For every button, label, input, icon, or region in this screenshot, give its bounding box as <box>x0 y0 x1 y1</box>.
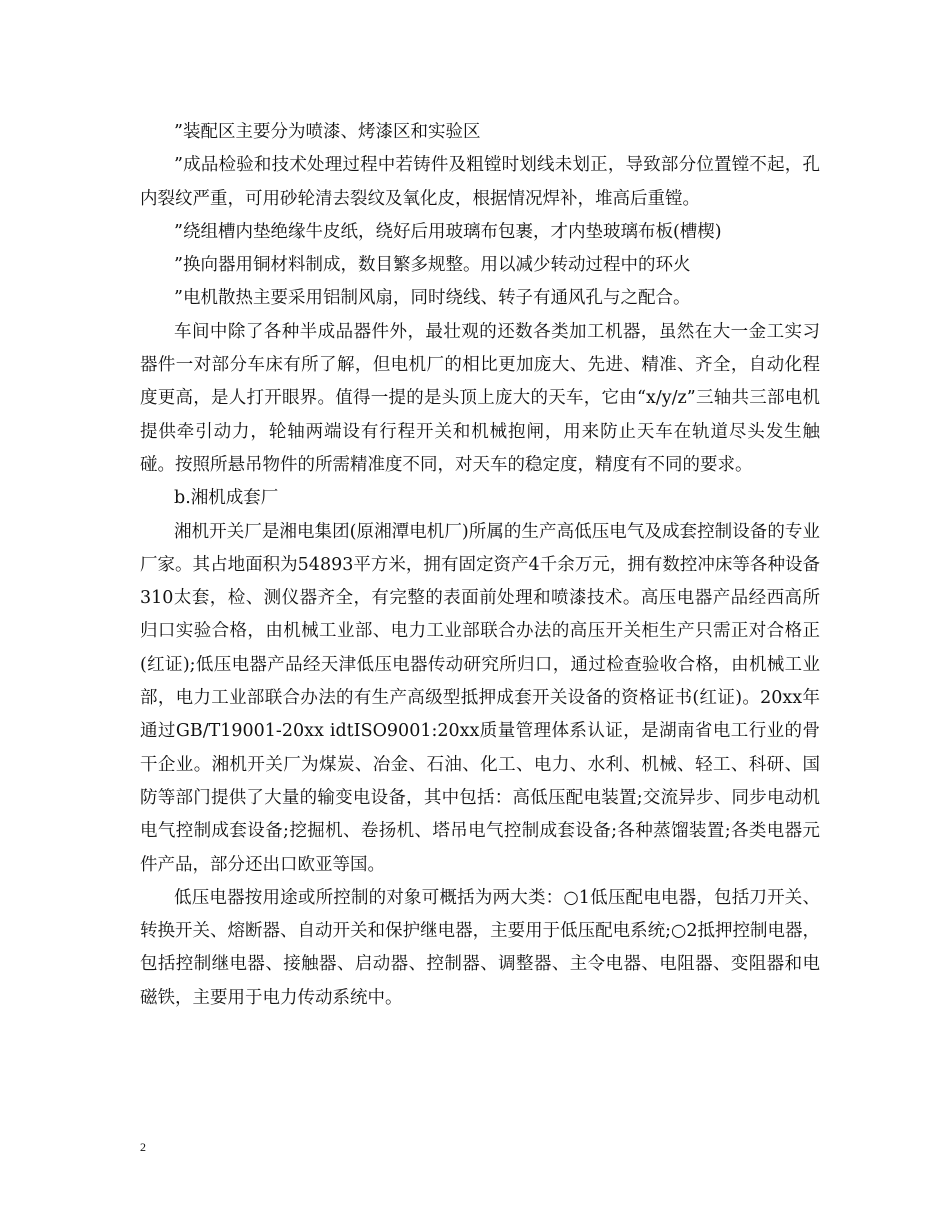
section-heading: b.湘机成套厂 <box>174 488 279 509</box>
paragraph-inspection: ”成品检验和技术处理过程中若铸件及粗镗时划线未划正，导致部分位置镗不起，孔内裂纹严重，可用砂轮清去裂纹及氧化皮，根据情况焊补，堆高后重镗。 <box>140 155 820 209</box>
paragraph-motor-cooling: ”电机散热主要采用铝制风扇，同时绕线、转子有通风孔与之配合。 <box>174 288 691 309</box>
paragraph-switch-factory: 湘机开关厂是湘电集团(原湘潭电机厂)所属的生产高低压电气及成套控制设备的专业厂家。其占地面积为54893平方米，拥有固定资产4千余万元，拥有数控冲床等各种设备310太套，检、测仪器齐全，有完整的表面前处理和喷漆技术。高压电器产品经西高所归口实验合格，由机械工业部、电力工业部联合办法的高压开关柜生产只需正对合格正(红证);低压电器产品经天津低压电器传动研究所归口，通过检查验收合格，由机械工业部，电力工业部联合办法的有生产高级型抵押成套开关设备的资格证书(红证)。20xx年通过GB/T19001-20xx idtISO9001:20xx质量管理体系认证，是湖南省电工行业的骨干企业。湘机开关厂为煤炭、冶金、石油、化工、电力、水利、机械、轻工、科研、国防等部门提供了大量的输变电设备，其中包括：高低压配电装置;交流异步、同步电动机电气控制成套设备;挖掘机、卷扬机、塔吊电气控制成套设备;各种蒸馏装置;各类电器元件产品，部分还出口欧亚等国。 <box>140 521 820 875</box>
paragraph-winding-slot: ”绕组槽内垫绝缘牛皮纸，绕好后用玻璃布包裹，才内垫玻璃布板(槽楔) <box>174 221 722 242</box>
paragraph-low-voltage-categories: 低压电器按用途或所控制的对象可概括为两大类：○1低压配电电器，包括刀开关、转换开关、熔断器、自动开关和保护继电器，主要用于低压配电系统;○2抵押控制电器，包括控制继电器、接触器、启动器、控制器、调整器、主令电器、电阻器、变阻器和电磁铁，主要用于电力传动系统中。 <box>140 887 820 1008</box>
paragraph-commutator: ”换向器用铜材料制成，数目繁多规整。用以减少转动过程中的环火 <box>174 255 691 276</box>
document-body <box>140 116 820 1015</box>
paragraph-workshop-machines: 车间中除了各种半成品器件外，最壮观的还数各类加工机器，虽然在大一金工实习器件一对部分车床有所了解，但电机厂的相比更加庞大、先进、精准、齐全，自动化程度更高，是人打开眼界。值得一提的是头顶上庞大的天车，它由“x/y/z”三轴共三部电机提供牵引动力，轮轴两端设有行程开关和机械抱闸，用来防止天车在轨道尽头发生触碰。按照所悬吊物件的所需精准度不同，对天车的稳定度，精度有不同的要求。 <box>140 321 820 475</box>
page-number: 2 <box>140 1140 146 1154</box>
paragraph-assembly-area: ”装配区主要分为喷漆、烤漆区和实验区 <box>174 122 481 142</box>
